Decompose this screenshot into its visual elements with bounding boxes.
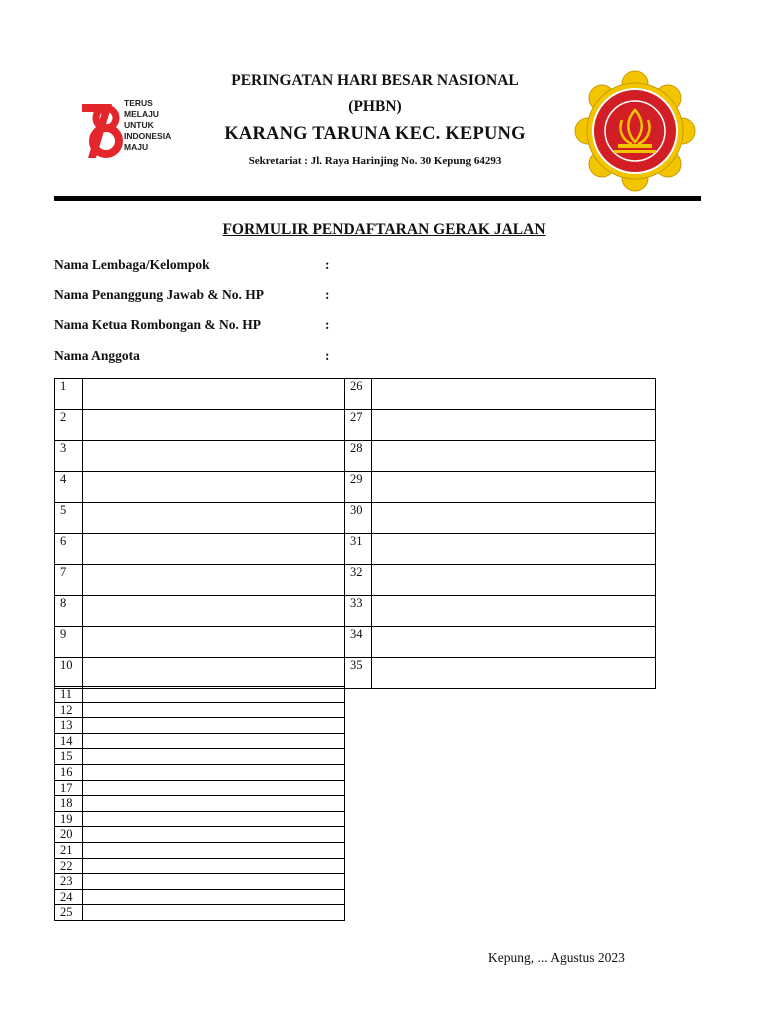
- table-row: [55, 874, 345, 890]
- name-cell[interactable]: [83, 627, 345, 658]
- header-address: Sekretariat : Jl. Raya Harinjing No. 30 Kepung 64293: [248, 155, 502, 167]
- name-cell[interactable]: [83, 796, 345, 812]
- field-label-ketua-rombongan: Nama Ketua Rombongan & No. HP: [54, 317, 262, 332]
- name-cell[interactable]: [372, 379, 656, 410]
- table-row: [55, 596, 345, 627]
- row-number: 23: [55, 874, 83, 890]
- logo-word-0: TERUS: [124, 98, 153, 108]
- table-row: [55, 842, 345, 858]
- name-cell[interactable]: [83, 874, 345, 890]
- row-number: 28: [345, 441, 372, 472]
- row-number: 34: [345, 627, 372, 658]
- logo-word-1: MELAJU: [124, 109, 159, 119]
- row-number: 20: [55, 827, 83, 843]
- table-row: [345, 534, 656, 565]
- table-row: [345, 472, 656, 503]
- table-row: [345, 627, 656, 658]
- name-cell[interactable]: [83, 441, 345, 472]
- row-number: 15: [55, 749, 83, 765]
- table-row: [55, 687, 345, 703]
- row-number: 6: [55, 534, 83, 565]
- row-number: 7: [55, 565, 83, 596]
- members-table-left-top: [54, 378, 345, 689]
- header-line-2: (PHBN): [348, 98, 402, 115]
- name-cell[interactable]: [83, 858, 345, 874]
- table-row: [55, 702, 345, 718]
- row-number: 21: [55, 842, 83, 858]
- field-label-penanggung-jawab: Nama Penanggung Jawab & No. HP: [54, 287, 265, 302]
- header-line-1: PERINGATAN HARI BESAR NASIONAL: [231, 72, 519, 89]
- table-row: [55, 503, 345, 534]
- name-cell[interactable]: [83, 702, 345, 718]
- row-number: 9: [55, 627, 83, 658]
- row-number: 13: [55, 718, 83, 734]
- name-cell[interactable]: [83, 749, 345, 765]
- row-number: 5: [55, 503, 83, 534]
- row-number: 30: [345, 503, 372, 534]
- table-row: [55, 472, 345, 503]
- name-cell[interactable]: [83, 780, 345, 796]
- name-cell[interactable]: [83, 811, 345, 827]
- table-row: [345, 596, 656, 627]
- name-cell[interactable]: [372, 410, 656, 441]
- table-row: [55, 749, 345, 765]
- name-cell[interactable]: [83, 565, 345, 596]
- row-number: 8: [55, 596, 83, 627]
- table-row: [55, 534, 345, 565]
- name-cell[interactable]: [83, 503, 345, 534]
- field-colon: :: [325, 257, 330, 272]
- name-cell[interactable]: [372, 441, 656, 472]
- table-row: [55, 627, 345, 658]
- table-row: [345, 379, 656, 410]
- table-row: [345, 503, 656, 534]
- table-row: [55, 565, 345, 596]
- row-number: 31: [345, 534, 372, 565]
- members-table-left-bottom: [54, 686, 345, 921]
- name-cell[interactable]: [372, 565, 656, 596]
- place-date: Kepung, ... Agustus 2023: [488, 950, 625, 965]
- table-row: [55, 858, 345, 874]
- row-number: 24: [55, 889, 83, 905]
- row-number: 11: [55, 687, 83, 703]
- name-cell[interactable]: [83, 733, 345, 749]
- table-row: [55, 658, 345, 689]
- name-cell[interactable]: [83, 687, 345, 703]
- table-row: [55, 764, 345, 780]
- name-cell[interactable]: [83, 827, 345, 843]
- name-cell[interactable]: [83, 379, 345, 410]
- row-number: 2: [55, 410, 83, 441]
- karang-taruna-emblem: [574, 70, 696, 192]
- table-row: [55, 441, 345, 472]
- name-cell[interactable]: [83, 889, 345, 905]
- field-colon: :: [325, 348, 330, 363]
- table-row: [345, 441, 656, 472]
- table-row: [55, 827, 345, 843]
- field-colon: :: [325, 287, 330, 302]
- name-cell[interactable]: [83, 718, 345, 734]
- row-number: 32: [345, 565, 372, 596]
- row-number: 35: [345, 658, 372, 689]
- field-colon: :: [325, 317, 330, 332]
- name-cell[interactable]: [83, 410, 345, 441]
- table-row: [55, 733, 345, 749]
- name-cell[interactable]: [83, 905, 345, 921]
- row-number: 14: [55, 733, 83, 749]
- anniversary-78-logo: [66, 74, 176, 184]
- name-cell[interactable]: [372, 534, 656, 565]
- row-number: 4: [55, 472, 83, 503]
- row-number: 33: [345, 596, 372, 627]
- name-cell[interactable]: [372, 503, 656, 534]
- name-cell[interactable]: [372, 472, 656, 503]
- name-cell[interactable]: [372, 596, 656, 627]
- field-label-lembaga: Nama Lembaga/Kelompok: [54, 257, 210, 272]
- table-row: [55, 811, 345, 827]
- header-divider: [54, 196, 701, 201]
- header-org-name: KARANG TARUNA KEC. KEPUNG: [224, 124, 526, 144]
- field-label-anggota: Nama Anggota: [54, 348, 140, 363]
- logo-word-2: UNTUK: [124, 120, 154, 130]
- table-row: [55, 780, 345, 796]
- row-number: 18: [55, 796, 83, 812]
- row-number: 12: [55, 702, 83, 718]
- table-row: [345, 658, 656, 689]
- table-row: [55, 905, 345, 921]
- row-number: 26: [345, 379, 372, 410]
- table-row: [55, 410, 345, 441]
- members-table-right: [344, 378, 656, 689]
- form-title: FORMULIR PENDAFTARAN GERAK JALAN: [222, 221, 546, 238]
- row-number: 19: [55, 811, 83, 827]
- row-number: 27: [345, 410, 372, 441]
- row-number: 29: [345, 472, 372, 503]
- name-cell[interactable]: [83, 596, 345, 627]
- table-row: [55, 718, 345, 734]
- logo-word-3: INDONESIA: [124, 131, 172, 141]
- name-cell[interactable]: [83, 534, 345, 565]
- name-cell[interactable]: [83, 472, 345, 503]
- table-row: [345, 410, 656, 441]
- row-number: 10: [55, 658, 83, 689]
- row-number: 3: [55, 441, 83, 472]
- row-number: 1: [55, 379, 83, 410]
- table-row: [55, 796, 345, 812]
- table-row: [345, 565, 656, 596]
- name-cell[interactable]: [83, 764, 345, 780]
- row-number: 17: [55, 780, 83, 796]
- logo-word-4: MAJU: [124, 142, 149, 152]
- name-cell[interactable]: [372, 627, 656, 658]
- row-number: 16: [55, 764, 83, 780]
- name-cell[interactable]: [372, 658, 656, 689]
- table-row: [55, 379, 345, 410]
- table-row: [55, 889, 345, 905]
- name-cell[interactable]: [83, 842, 345, 858]
- name-cell[interactable]: [83, 658, 345, 689]
- row-number: 22: [55, 858, 83, 874]
- row-number: 25: [55, 905, 83, 921]
